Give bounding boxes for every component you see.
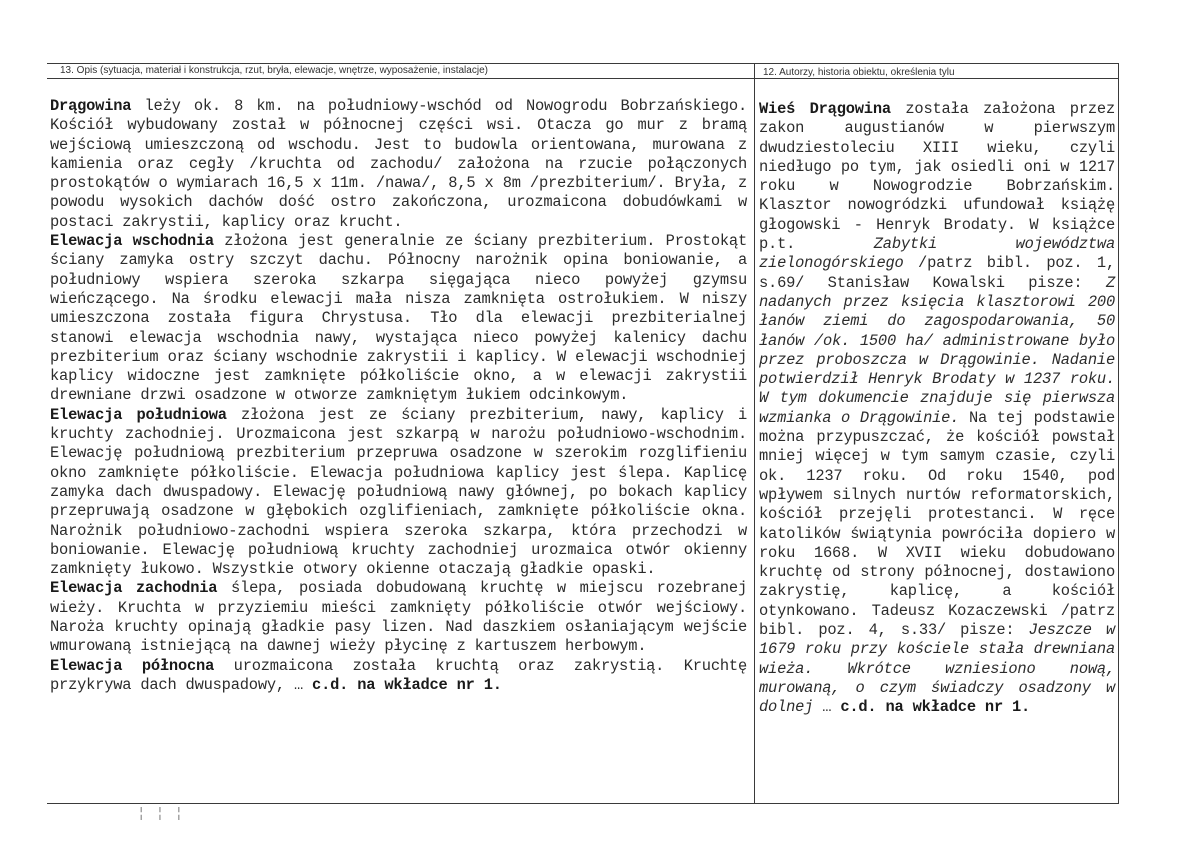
east-elevation-paragraph — [50, 232, 747, 406]
left-continuation-note: c.d. na wkładce nr 1. — [312, 675, 502, 694]
right-continuation-note: c.d. na wkładce nr 1. — [840, 698, 1031, 717]
west-elevation-paragraph — [50, 579, 747, 656]
kowalski-quote: Z nadanych przez księcia klasztorowi 200 łanów ziemi do zagospodarowania, 50 łanów /ok. 1500 ha/ administrowane było przez proboszcza w Drągowinie. Nadanie potwierdził Henryk Brodaty w 1237 roku. W tym dokumencie znajduje się pierwsza wzmianka o Drągowinie. — [759, 273, 1115, 427]
south-elevation-heading: Elewacja południowa — [50, 405, 227, 424]
column-divider — [754, 63, 755, 804]
history-text-1: została założona przez zakon augustianów w pierwszym dwudziestoleciu XIII wieku, czyli niedługo po tym, jak osiedli oni w 1217 roku w Nowogrodzie Bobrzańskim. Klasztor nowogródzki ufundował książę głogowski - Henryk Brodaty. W książce p.t. — [759, 100, 1115, 254]
right-column-header: 12. Autorzy, historia obiektu, określenia tylu — [763, 67, 955, 78]
history-text-4: … — [813, 698, 841, 717]
east-elevation-text: złożona jest generalnie ze ściany prezbiterium. Prostokąt ściany zamyka ostry szczyt dachu. Północny narożnik opina boniowanie, a południowy wspiera szeroka szkarpa sięgająca nieco powyżej gzymsu wieńczącego. Na środku elewacji mała nisza zamknięta ostrołukiem. W niszy umieszczona została figura Chrystusa. Tło dla elewacji prezbiterialnej stanowi elewacja wschodnia nawy, wystająca nieco powyżej kalenicy dachu prezbiterium oraz ściany wschodnie zakrystii i kaplicy. W elewacji wschodniej kaplicy widoczne jest zamknięte półkoliście okno, a w elewacji zakrystii drewniane drzwi osadzone w otworze zamkniętym łukiem odcinkowym. — [50, 232, 747, 405]
description-column — [50, 97, 747, 695]
east-elevation-heading: Elewacja wschodnia — [50, 232, 214, 251]
faint-pen-marks: ¦ ¦ ¦ — [137, 806, 185, 822]
intro-text: leży ok. 8 km. na południowy-wschód od Nowogrodu Bobrzańskiego. Kościół wybudowany został w północnej części wsi. Otacza go mur z bramą wejściową umieszczoną od wschodu. Jest to budowla orientowana, murowana z kamienia oraz cegły /kruchta od zachodu/ założona na rzucie połączonych prostokątów o wymiarach 16,5 x 11m. /nawa/, 8,5 x 8m /prezbiterium/. Bryła, z powodu wysokich dachów dość ostro zakończona, urozmaicona dobudówkami w postaci zakrystii, kaplicy oraz krucht. — [50, 97, 747, 231]
history-paragraph — [759, 100, 1115, 718]
header-underline — [47, 78, 1119, 79]
west-elevation-text: ślepa, posiada dobudowaną kruchtę w miejscu rozebranej wieży. Kruchta w przyziemiu mieści zamknięty półkoliście otwór wejściowy. Naroża kruchty opinają gładkie pasy lizen. Nad daszkiem osłaniającym wejście wmurowaną istniejącą na dawnej wieży płycinę z kartuszem herbowym. — [50, 579, 747, 656]
south-elevation-text: złożona jest ze ściany prezbiterium, nawy, kaplicy i kruchty zachodniej. Urozmaicona jest szkarpą w narożu południowo-wschodnim. Elewację południową prezbiterium przepruwa osadzone w szerokim rozglifieniu okno zamknięte półkoliście. Elewacja południowa kaplicy jest ślepa. Kaplicę zamyka dach dwuspadowy. Elewację południową nawy głównej, po bokach kaplicy przepruwają osadzone w głębokich ozglifieniach, zamknięte półkoliście okna. Narożnik południowo-zachodni wspiera szeroka szkarpa, która przechodzi w boniowanie. Elewację południową kruchty zachodniej urozmaica otwór okienny zamknięty łukowo. Wszystkie otwory okienne otaczają gładkie opaski. — [50, 405, 747, 579]
history-heading: Wieś Drągowina — [759, 100, 891, 118]
left-column-header: 13. Opis (sytuacja, materiał i konstrukcja, rzut, bryła, elewacje, wnętrze, wyposażenie, instalacje) — [60, 65, 488, 76]
west-elevation-heading: Elewacja zachodnia — [50, 579, 218, 598]
history-column — [759, 100, 1115, 718]
south-elevation-paragraph — [50, 406, 747, 580]
frame-top-line — [47, 63, 1119, 64]
book-title: Zabytki województwa zielonogórskiego — [759, 235, 1115, 273]
frame-right-line — [1118, 63, 1119, 804]
history-text-3: Na tej podstawie można przypuszczać, że kościół powstał mniej więcej w tym samym czasie, czyli ok. 1237 roku. Od roku 1540, pod wpływem silnych nurtów reformatorskich, kościół przejęli protestanci. W ręce katolików świątynia powróciła dopiero w roku 1668. W XVII wieku dobudowano kruchtę od strony północnej, dostawiono zakrystię, kaplicę, a kościół otynkowano. Tadeusz Kozaczewski /patrz bibl. poz. 4, s.33/ pisze: — [759, 408, 1115, 640]
north-elevation-heading: Elewacja północna — [50, 656, 215, 675]
frame-bottom-line — [47, 803, 1119, 804]
north-elevation-paragraph — [50, 657, 747, 696]
intro-heading: Drągowina — [50, 97, 132, 115]
kozaczewski-quote: Jeszcze w 1679 roku przy kościele stała drewniana wieża. Wkrótce wzniesiono nową, murowaną, o czym świadczy osadzony w dolnej — [759, 621, 1115, 717]
north-elevation-text: urozmaicona została kruchtą oraz zakrystią. Kruchtę przykrywa dach dwuspadowy, … — [50, 656, 747, 694]
intro-paragraph — [50, 97, 747, 232]
history-text-2: /patrz bibl. poz. 1, s.69/ Stanisław Kowalski pisze: — [759, 254, 1115, 292]
